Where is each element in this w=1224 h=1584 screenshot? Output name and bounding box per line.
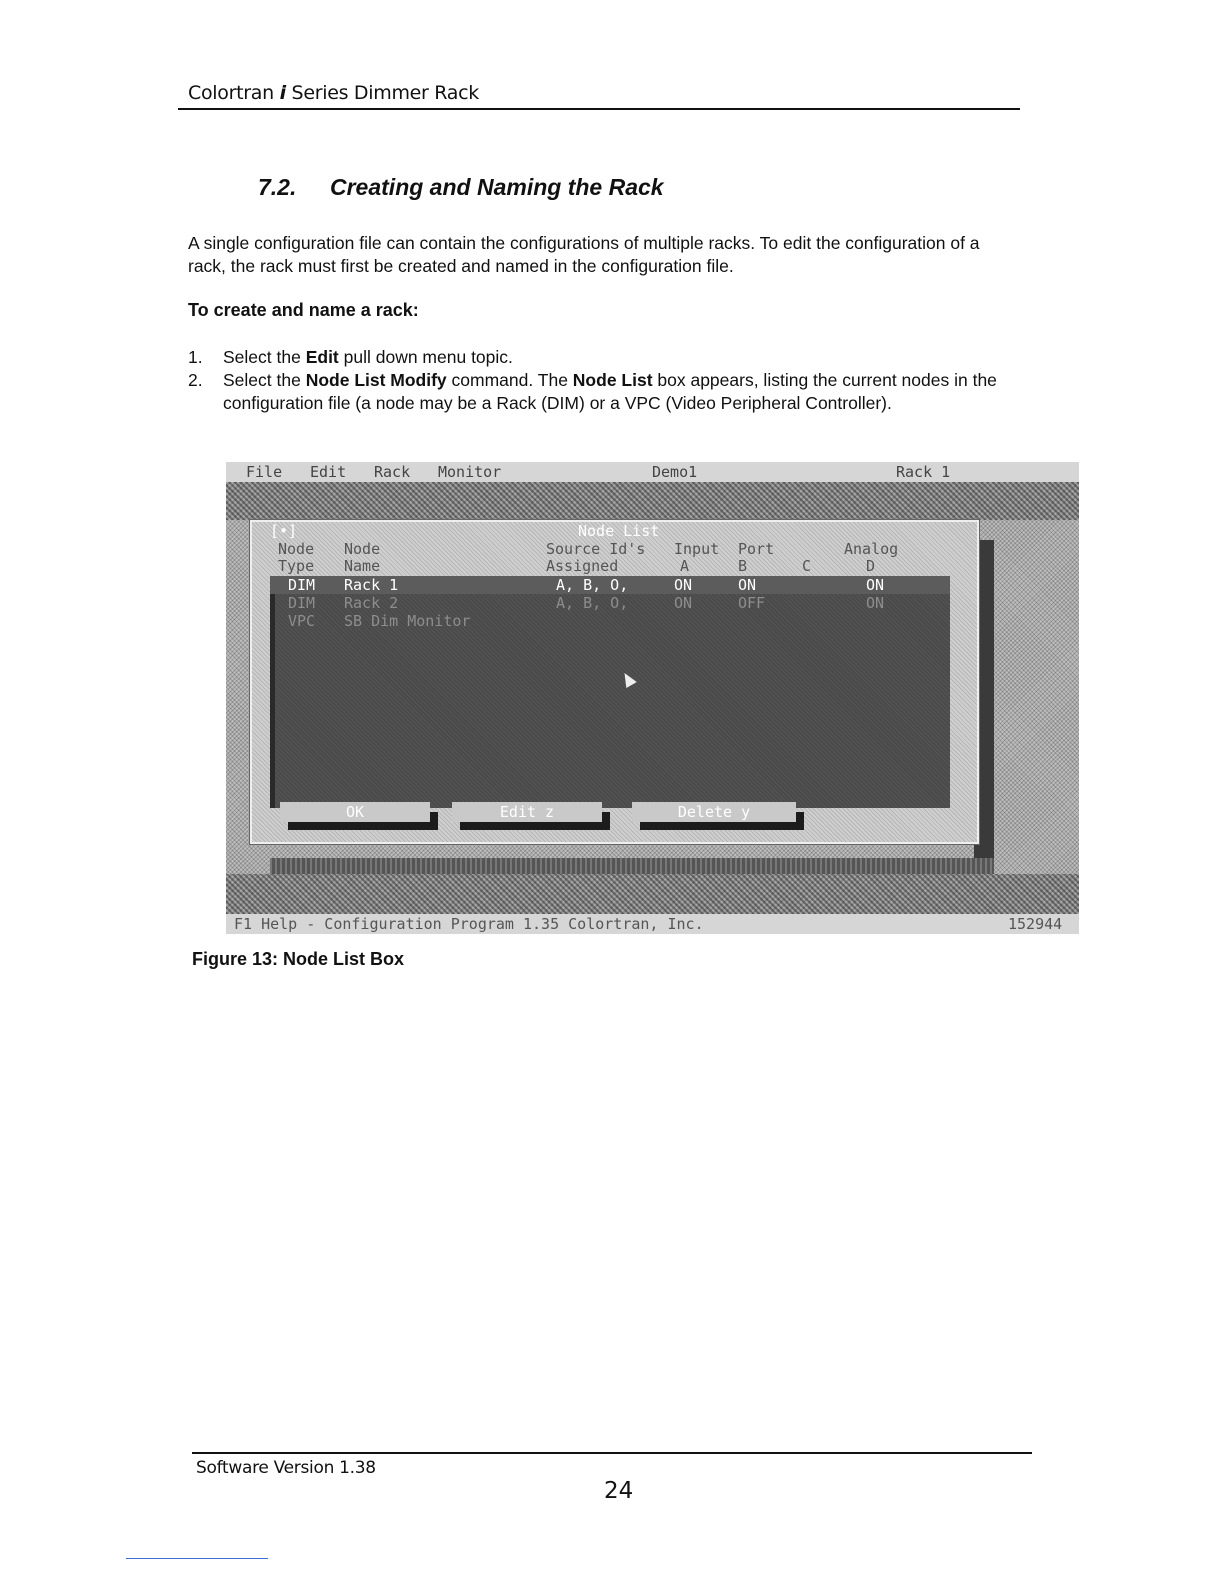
desktop-pattern-bottom [226, 874, 1079, 914]
header-node-name: Node [344, 540, 381, 558]
header-node-name-2: Name [344, 557, 381, 575]
procedure-heading: To create and name a rack: [188, 300, 419, 320]
page-number: 24 [604, 1478, 634, 1504]
menu-monitor[interactable]: Monitor [438, 463, 502, 481]
header-analog: Analog [844, 540, 899, 558]
node-list-dialog [250, 520, 979, 844]
step-2: 2. Select the Node List Modify command. The Node List box appears, listing the current nodes in the configuration file (a node may be a Rack (DIM) or a VPC (Video Peripheral Controller). [188, 370, 997, 413]
rack-label: Rack 1 [896, 463, 951, 481]
header-source: Source Id's [546, 540, 646, 558]
mouse-cursor-icon [619, 670, 636, 688]
desktop-pattern-top [226, 482, 1079, 520]
header-rule [178, 108, 1020, 110]
section-heading [258, 174, 664, 201]
steps-list [188, 346, 1008, 415]
footnote-rule [126, 1558, 268, 1559]
section-title: Creating and Naming the Rack [330, 174, 664, 200]
header-input-2: A [680, 557, 690, 575]
menu-bar [226, 462, 1079, 482]
node-list-screenshot [226, 462, 1079, 934]
header-node-type-2: Type [278, 557, 315, 575]
dialog-shadow-bottom [270, 858, 994, 874]
menu-edit[interactable]: Edit [310, 463, 347, 481]
dialog-title: Node List [578, 522, 660, 540]
memory-readout: 152944 [1008, 915, 1063, 933]
header-port: Port [738, 540, 775, 558]
node-row[interactable]: DIM Rack 1 A, B, O, ON ON ON [270, 576, 950, 594]
header-analog-2: D [866, 557, 876, 575]
menu-rack[interactable]: Rack [374, 463, 411, 481]
footer-rule [192, 1452, 1032, 1454]
header-port-2: B [738, 557, 748, 575]
step-1: 1. Select the Edit pull down menu topic. [188, 347, 513, 367]
close-box-icon[interactable]: [•] [270, 522, 298, 540]
header-input: Input [674, 540, 720, 558]
node-list[interactable] [270, 576, 950, 808]
menu-file[interactable]: File [246, 463, 283, 481]
node-row[interactable]: VPC SB Dim Monitor [288, 612, 471, 630]
software-version: Software Version 1.38 [196, 1458, 376, 1478]
figure-caption: Figure 13: Node List Box [192, 949, 405, 969]
header-node-type: Node [278, 540, 315, 558]
header-port-c: C [802, 557, 812, 575]
header-source-2: Assigned [546, 557, 619, 575]
status-text: F1 Help - Configuration Program 1.35 Colortran, Inc. [234, 915, 704, 933]
section-number: 7.2. [258, 174, 297, 200]
edit-button[interactable]: Edit z [452, 802, 602, 822]
show-name: Demo1 [652, 463, 698, 481]
node-row[interactable]: DIM Rack 2 A, B, O, ON OFF ON [288, 594, 885, 612]
ok-button[interactable]: OK [280, 802, 430, 822]
delete-button[interactable]: Delete y [632, 802, 796, 822]
intro-paragraph: A single configuration file can contain the configurations of multiple racks. To edit the configuration of a rack, the rack must first be created and named in the configuration file. [188, 233, 980, 276]
status-bar [226, 914, 1079, 934]
page-header: Colortran i Series Dimmer Rack [188, 82, 479, 104]
